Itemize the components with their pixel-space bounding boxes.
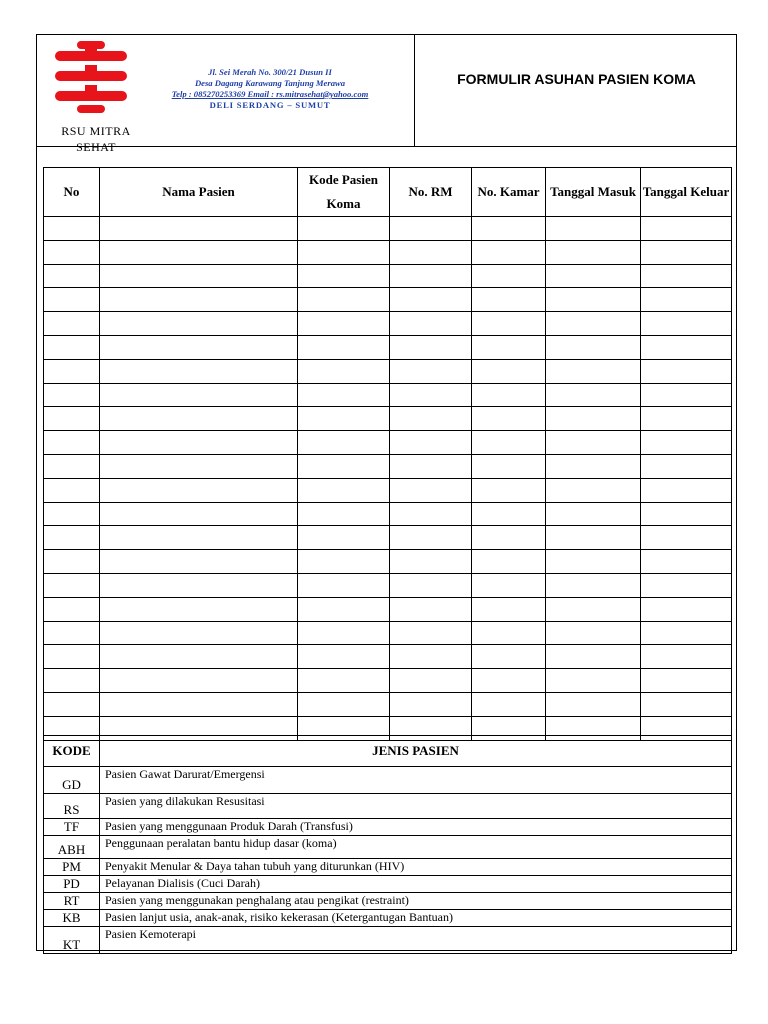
legend-row	[44, 893, 732, 910]
table-row	[44, 359, 732, 383]
table-cell[interactable]	[472, 526, 546, 550]
table-cell[interactable]	[546, 335, 641, 359]
table-cell[interactable]	[298, 597, 390, 621]
table-cell[interactable]	[641, 621, 732, 645]
table-cell[interactable]	[390, 621, 472, 645]
table-row	[44, 335, 732, 359]
table-cell[interactable]	[44, 526, 100, 550]
table-cell[interactable]	[472, 550, 546, 574]
table-cell[interactable]	[100, 383, 298, 407]
table-cell[interactable]	[546, 383, 641, 407]
table-cell[interactable]	[100, 335, 298, 359]
table-cell[interactable]	[298, 478, 390, 502]
table-cell[interactable]	[44, 217, 100, 241]
table-cell[interactable]	[390, 264, 472, 288]
table-cell[interactable]	[100, 502, 298, 526]
table-cell[interactable]	[298, 645, 390, 669]
city-line: DELI SERDANG – SUMUT	[209, 100, 331, 110]
table-cell[interactable]	[472, 288, 546, 312]
column-header: Tanggal Keluar	[641, 168, 732, 217]
table-cell[interactable]	[390, 217, 472, 241]
table-cell[interactable]	[641, 478, 732, 502]
table-cell[interactable]	[100, 478, 298, 502]
table-cell[interactable]	[44, 264, 100, 288]
table-cell[interactable]	[298, 454, 390, 478]
legend-code: KT	[44, 927, 100, 954]
table-cell[interactable]	[641, 335, 732, 359]
table-cell[interactable]	[100, 431, 298, 455]
table-cell[interactable]	[472, 478, 546, 502]
table-row	[44, 407, 732, 431]
table-cell[interactable]	[44, 359, 100, 383]
table-cell[interactable]	[390, 645, 472, 669]
table-cell[interactable]	[100, 264, 298, 288]
table-cell[interactable]	[100, 240, 298, 264]
table-cell[interactable]	[44, 478, 100, 502]
table-row	[44, 264, 732, 288]
table-cell[interactable]	[472, 645, 546, 669]
table-cell[interactable]	[546, 573, 641, 597]
table-cell[interactable]	[546, 288, 641, 312]
table-cell[interactable]	[390, 431, 472, 455]
table-cell[interactable]	[298, 312, 390, 336]
table-cell[interactable]	[641, 669, 732, 693]
table-cell[interactable]	[546, 478, 641, 502]
table-cell[interactable]	[100, 526, 298, 550]
table-header-row	[44, 168, 732, 217]
header-divider	[37, 146, 736, 147]
table-cell[interactable]	[641, 550, 732, 574]
table-cell[interactable]	[472, 312, 546, 336]
table-cell[interactable]	[546, 359, 641, 383]
legend-code: KB	[44, 910, 100, 927]
table-cell[interactable]	[298, 383, 390, 407]
legend-code: ABH	[44, 836, 100, 859]
table-cell[interactable]	[100, 454, 298, 478]
legend-row	[44, 836, 732, 859]
table-row	[44, 454, 732, 478]
hospital-logo-icon	[55, 41, 127, 115]
legend-description: Penggunaan peralatan bantu hidup dasar (koma)	[100, 836, 732, 859]
table-cell[interactable]	[298, 288, 390, 312]
table-row	[44, 550, 732, 574]
table-cell[interactable]	[390, 692, 472, 716]
table-cell[interactable]	[390, 240, 472, 264]
table-cell[interactable]	[44, 621, 100, 645]
legend-code: TF	[44, 819, 100, 836]
table-cell[interactable]	[390, 359, 472, 383]
table-cell[interactable]	[44, 383, 100, 407]
table-row	[44, 526, 732, 550]
table-cell[interactable]	[44, 597, 100, 621]
table-cell[interactable]	[100, 312, 298, 336]
table-cell[interactable]	[472, 217, 546, 241]
table-cell[interactable]	[546, 217, 641, 241]
table-cell[interactable]	[390, 669, 472, 693]
table-cell[interactable]	[390, 573, 472, 597]
table-row	[44, 669, 732, 693]
table-cell[interactable]	[298, 335, 390, 359]
table-cell[interactable]	[100, 359, 298, 383]
table-cell[interactable]	[390, 335, 472, 359]
legend-description: Pasien Kemoterapi	[100, 927, 732, 954]
table-cell[interactable]	[641, 312, 732, 336]
table-cell[interactable]	[546, 312, 641, 336]
table-cell[interactable]	[390, 288, 472, 312]
table-cell[interactable]	[44, 407, 100, 431]
table-cell[interactable]	[44, 692, 100, 716]
table-cell[interactable]	[546, 621, 641, 645]
table-row	[44, 573, 732, 597]
table-cell[interactable]	[472, 264, 546, 288]
address-line-1: Jl. Sei Merah No. 300/21 Dusun II	[208, 67, 332, 77]
legend-description: Pasien yang menggunakan penghalang atau pengikat (restraint)	[100, 893, 732, 910]
table-row	[44, 645, 732, 669]
table-cell[interactable]	[298, 502, 390, 526]
legend-row	[44, 927, 732, 954]
table-cell[interactable]	[100, 288, 298, 312]
column-header: Kode Pasien Koma	[298, 168, 390, 217]
column-header: Nama Pasien	[100, 168, 298, 217]
table-cell[interactable]	[546, 407, 641, 431]
table-cell[interactable]	[44, 454, 100, 478]
form-title: FORMULIR ASUHAN PASIEN KOMA	[457, 71, 696, 87]
table-cell[interactable]	[546, 597, 641, 621]
legend-description: Pasien yang menggunaan Produk Darah (Transfusi)	[100, 819, 732, 836]
table-cell[interactable]	[472, 407, 546, 431]
legend-row	[44, 767, 732, 794]
table-cell[interactable]	[100, 407, 298, 431]
table-cell[interactable]	[472, 454, 546, 478]
address-line-2: Desa Dagang Karawang Tanjung Merawa	[194, 78, 346, 88]
legend-row	[44, 910, 732, 927]
table-cell[interactable]	[44, 288, 100, 312]
column-header: No. RM	[390, 168, 472, 217]
table-cell[interactable]	[44, 312, 100, 336]
table-cell[interactable]	[546, 431, 641, 455]
legend-row	[44, 819, 732, 836]
table-cell[interactable]	[390, 383, 472, 407]
table-cell[interactable]	[546, 454, 641, 478]
table-cell[interactable]	[546, 264, 641, 288]
table-cell[interactable]	[641, 573, 732, 597]
table-cell[interactable]	[472, 692, 546, 716]
table-cell[interactable]	[546, 645, 641, 669]
table-cell[interactable]	[472, 621, 546, 645]
table-cell[interactable]	[44, 502, 100, 526]
patient-table	[43, 167, 732, 741]
table-cell[interactable]	[100, 692, 298, 716]
table-cell[interactable]	[390, 550, 472, 574]
table-cell[interactable]	[100, 550, 298, 574]
legend-description: Pasien lanjut usia, anak-anak, risiko kekerasan (Ketergantugan Bantuan)	[100, 910, 732, 927]
table-row	[44, 431, 732, 455]
contact-line: Telp : 085270253369 Email : rs.mitrasehat@yahoo.com	[171, 89, 369, 99]
table-cell[interactable]	[472, 431, 546, 455]
table-cell[interactable]	[472, 573, 546, 597]
table-cell[interactable]	[298, 526, 390, 550]
table-cell[interactable]	[641, 692, 732, 716]
table-cell[interactable]	[546, 240, 641, 264]
table-cell[interactable]	[472, 597, 546, 621]
table-cell[interactable]	[298, 359, 390, 383]
table-cell[interactable]	[44, 335, 100, 359]
hospital-name: RSU MITRA SEHAT	[61, 124, 131, 154]
table-cell[interactable]	[298, 692, 390, 716]
column-header: Tanggal Masuk	[546, 168, 641, 217]
table-cell[interactable]	[641, 407, 732, 431]
table-cell[interactable]	[641, 454, 732, 478]
legend-code-header: KODE	[44, 736, 100, 767]
table-cell[interactable]	[546, 692, 641, 716]
table-cell[interactable]	[472, 669, 546, 693]
table-row	[44, 383, 732, 407]
table-row	[44, 692, 732, 716]
legend-description: Pelayanan Dialisis (Cuci Darah)	[100, 876, 732, 893]
table-cell[interactable]	[100, 621, 298, 645]
table-row	[44, 502, 732, 526]
legend-type-header: JENIS PASIEN	[100, 736, 732, 767]
table-cell[interactable]	[390, 478, 472, 502]
table-cell[interactable]	[546, 550, 641, 574]
table-cell[interactable]	[298, 217, 390, 241]
table-cell[interactable]	[100, 597, 298, 621]
legend-row	[44, 794, 732, 819]
table-row	[44, 288, 732, 312]
table-cell[interactable]	[44, 431, 100, 455]
legend-row	[44, 859, 732, 876]
header-vertical-divider	[414, 35, 415, 146]
table-cell[interactable]	[546, 502, 641, 526]
table-cell[interactable]	[641, 597, 732, 621]
table-cell[interactable]	[472, 359, 546, 383]
table-cell[interactable]	[100, 217, 298, 241]
table-body	[44, 217, 732, 741]
table-cell[interactable]	[390, 502, 472, 526]
table-cell[interactable]	[100, 645, 298, 669]
table-row	[44, 621, 732, 645]
table-cell[interactable]	[641, 288, 732, 312]
table-row	[44, 597, 732, 621]
table-cell[interactable]	[546, 526, 641, 550]
hospital-address	[145, 67, 395, 111]
table-row	[44, 217, 732, 241]
table-cell[interactable]	[44, 573, 100, 597]
table-cell[interactable]	[641, 431, 732, 455]
legend-description: Pasien Gawat Darurat/Emergensi	[100, 767, 732, 794]
legend-description: Penyakit Menular & Daya tahan tubuh yang diturunkan (HIV)	[100, 859, 732, 876]
table-cell[interactable]	[641, 645, 732, 669]
legend-code: PM	[44, 859, 100, 876]
legend-row	[44, 876, 732, 893]
table-cell[interactable]	[390, 526, 472, 550]
table-row	[44, 478, 732, 502]
table-cell[interactable]	[472, 383, 546, 407]
legend-code: RS	[44, 794, 100, 819]
column-header: No	[44, 168, 100, 217]
table-cell[interactable]	[44, 550, 100, 574]
legend-code: GD	[44, 767, 100, 794]
table-cell[interactable]	[641, 217, 732, 241]
table-cell[interactable]	[298, 264, 390, 288]
column-header: No. Kamar	[472, 168, 546, 217]
table-cell[interactable]	[390, 597, 472, 621]
table-cell[interactable]	[641, 359, 732, 383]
table-cell[interactable]	[298, 621, 390, 645]
table-cell[interactable]	[298, 240, 390, 264]
table-cell[interactable]	[44, 240, 100, 264]
table-cell[interactable]	[44, 669, 100, 693]
table-cell[interactable]	[641, 383, 732, 407]
table-cell[interactable]	[390, 454, 472, 478]
legend-code: PD	[44, 876, 100, 893]
table-cell[interactable]	[641, 502, 732, 526]
table-cell[interactable]	[390, 407, 472, 431]
table-row	[44, 240, 732, 264]
table-cell[interactable]	[472, 502, 546, 526]
table-cell[interactable]	[100, 669, 298, 693]
legend-header-row	[44, 736, 732, 767]
table-cell[interactable]	[472, 335, 546, 359]
table-cell[interactable]	[44, 645, 100, 669]
table-cell[interactable]	[298, 550, 390, 574]
table-cell[interactable]	[298, 669, 390, 693]
legend-code: RT	[44, 893, 100, 910]
table-cell[interactable]	[298, 573, 390, 597]
table-row	[44, 312, 732, 336]
table-cell[interactable]	[641, 240, 732, 264]
table-cell[interactable]	[298, 407, 390, 431]
table-cell[interactable]	[472, 240, 546, 264]
table-cell[interactable]	[390, 312, 472, 336]
table-cell[interactable]	[641, 264, 732, 288]
legend-description: Pasien yang dilakukan Resusitasi	[100, 794, 732, 819]
table-cell[interactable]	[546, 669, 641, 693]
code-legend-table	[43, 735, 732, 954]
table-cell[interactable]	[641, 526, 732, 550]
table-cell[interactable]	[298, 431, 390, 455]
table-cell[interactable]	[100, 573, 298, 597]
